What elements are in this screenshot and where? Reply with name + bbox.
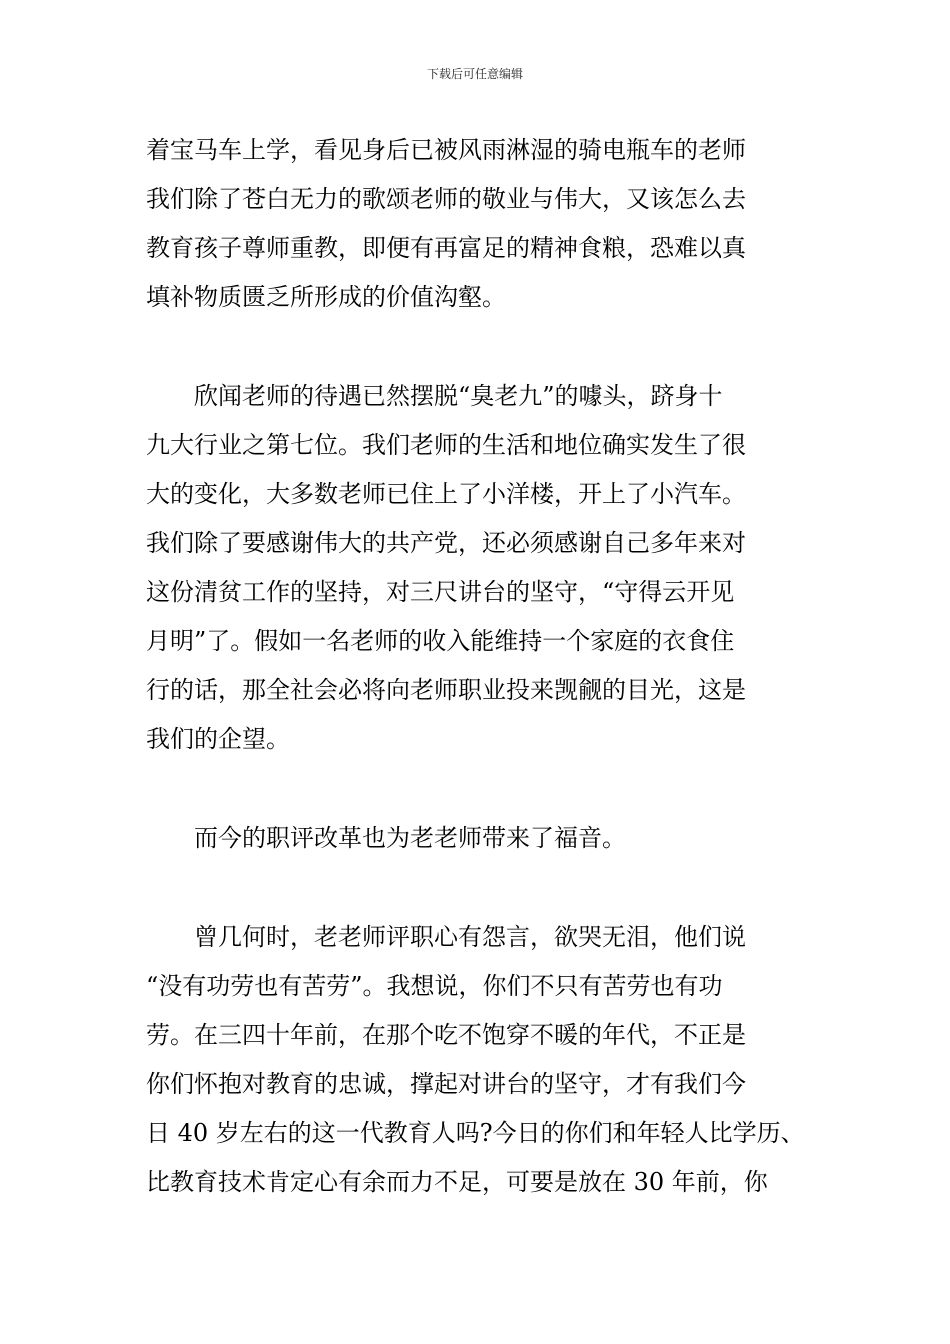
paragraph (146, 913, 826, 1207)
paragraph-gap (146, 322, 826, 372)
text-line: 这份清贫工作的坚持，对三尺讲台的坚守，“守得云开见 (146, 578, 735, 606)
text-line: 填补物质匮乏所形成的价值沟壑。 (146, 283, 506, 311)
text-line: 劳。在三四十年前，在那个吃不饱穿不暖的年代，不正是 (146, 1021, 746, 1049)
text-line: 月明”了。假如一名老师的收入能维持一个家庭的衣食住 (146, 627, 735, 655)
text-line: 日 40 岁左右的这一代教育人吗?今日的你们和年轻人比学历、 (146, 1119, 805, 1147)
text-line: 着宝马车上学，看见身后已被风雨淋湿的骑电瓶车的老师 (146, 136, 746, 164)
text-line: 大的变化，大多数老师已住上了小洋楼，开上了小汽车。 (146, 480, 746, 508)
text-line: 曾几何时，老老师评职心有怨言，欲哭无泪，他们说 (146, 923, 746, 951)
text-line: 我们除了要感谢伟大的共产党，还必须感谢自己多年来对 (146, 529, 746, 557)
text-line: 欣闻老师的待遇已然摆脱“臭老九”的噱头，跻身十 (146, 382, 723, 410)
text-line: 行的话，那全社会必将向老师职业投来觊觎的目光，这是 (146, 676, 746, 704)
document-body (146, 126, 826, 1207)
text-line: 而今的职评改革也为老老师带来了福音。 (146, 824, 626, 852)
paragraph-gap (146, 863, 826, 913)
text-line: 我们的企望。 (146, 725, 290, 753)
text-line: “没有功劳也有苦劳”。我想说，你们不只有苦劳也有功 (146, 972, 723, 1000)
paragraph (146, 372, 826, 764)
text-line: 教育孩子尊师重教，即便有再富足的精神食粮，恐难以真 (146, 234, 746, 262)
text-line: 九大行业之第七位。我们老师的生活和地位确实发生了很 (146, 431, 746, 459)
page-header: 下载后可任意编辑 (426, 67, 523, 81)
text-line: 比教育技术肯定心有余而力不足，可要是放在 30 年前，你 (146, 1168, 768, 1196)
text-line: 我们除了苍白无力的歌颂老师的敬业与伟大，又该怎么去 (146, 185, 746, 213)
text-line: 你们怀抱对教育的忠诚，撑起对讲台的坚守，才有我们今 (146, 1070, 746, 1098)
paragraph (146, 126, 826, 322)
paragraph-gap (146, 764, 826, 814)
paragraph (146, 814, 826, 863)
